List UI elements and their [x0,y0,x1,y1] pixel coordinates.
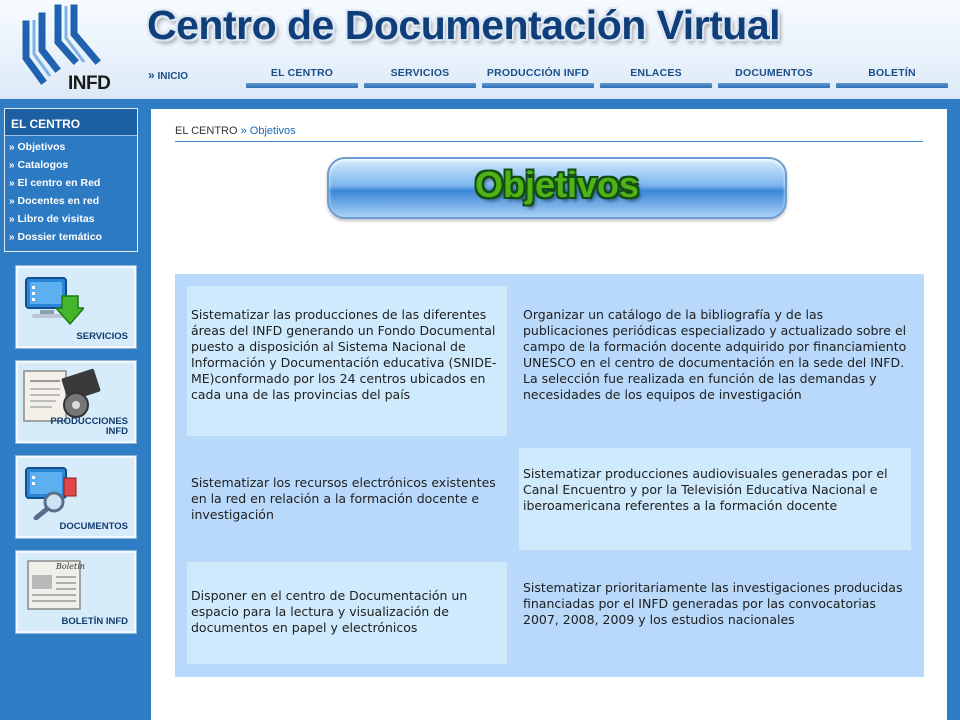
page-title-banner [327,157,787,219]
double-chevron-icon: » [9,160,15,171]
sidebar-item-libro-de-visitas[interactable] [5,210,137,228]
sidebar-item-label: El centro en Red [17,177,101,189]
double-chevron-icon: » [9,232,15,243]
nav-tab-label: BOLETÍN [868,67,916,79]
objective-text: Sistematizar producciones audiovisuales generadas por el Canal Encuentro y por la Televisión Educativa Nacional e iberoamericana referentes a la formación docente [523,466,888,513]
sidebar-item-centro-en-red[interactable] [5,174,137,192]
nav-inicio[interactable] [148,68,188,82]
site-title: Centro de Documentación Virtual [147,2,781,48]
producciones-label: PRODUCCIONES INFD [50,416,128,437]
document-film-icon [22,367,112,423]
objective-text: Sistematizar las producciones de las diferentes áreas del INFD generando un Fondo Documental puesto a disposición al Sistema Nacional de Información y Documentación educativa (SNIDE-ME)conformado por los 24 centros ubicados en cada una de las provincias del país [191,307,497,402]
double-chevron-icon: » [9,214,15,225]
nav-tab-label: PRODUCCIÓN INFD [486,67,590,79]
sidebar-item-label: Catalogos [17,159,69,171]
nav-tab-label: DOCUMENTOS [735,67,813,79]
sidebar-item-label: Libro de visitas [17,213,95,225]
breadcrumb-separator: » [240,125,247,137]
producciones-infd-button[interactable] [16,361,136,443]
sidebar-item-label: Dossier temático [17,231,103,243]
boletin-label: BOLETÍN INFD [61,616,128,627]
objective-cell [187,286,507,436]
breadcrumb-root[interactable]: EL CENTRO [175,125,238,137]
sidebar-item-docentes-en-red[interactable] [5,192,137,210]
servicios-button[interactable] [16,266,136,348]
sidebar-item-catalogos[interactable] [5,156,137,174]
sidebar-menu [4,108,138,252]
documentos-label: DOCUMENTOS [59,521,128,532]
page-title: Objetivos [474,164,640,205]
computer-download-icon [24,274,84,330]
sidebar-title: EL CENTRO [5,109,137,136]
objective-cell [519,448,911,550]
sidebar-item-label: Docentes en red [17,195,100,207]
breadcrumb-divider [175,141,923,142]
sidebar-item-objetivos[interactable] [5,138,137,156]
nav-tab-produccion-infd[interactable] [482,66,594,88]
nav-tab-label: ENLACES [630,67,682,79]
sidebar-item-dossier-tematico[interactable] [5,228,137,246]
computer-search-icon [24,464,84,520]
breadcrumb [175,125,296,137]
objective-cell [187,562,507,664]
double-chevron-icon: » [9,142,15,153]
documentos-button[interactable] [16,456,136,538]
objective-text: Organizar un catálogo de la bibliografía y de las publicaciones periódicas especializado y actualizado sobre el campo de la formación docente adquirido por financiamiento UNESCO en el centro de documentación en la sede del INFD. La selección fue realizada en función de las demandas y necesidades de los equipos de investigación [523,307,907,402]
nav-tab-label: EL CENTRO [270,67,334,79]
newspaper-icon [24,557,88,613]
nav-tab-enlaces[interactable] [600,66,712,88]
nav-tab-el-centro[interactable] [246,66,358,88]
logo-text: INFD [68,73,111,94]
nav-tab-label: SERVICIOS [390,67,450,79]
double-chevron-icon: » [9,178,15,189]
objective-text: Sistematizar los recursos electrónicos existentes en la red en relación a la formación docente e investigación [191,475,496,522]
double-chevron-icon: » [148,68,155,82]
objective-text: Sistematizar prioritariamente las investigaciones producidas financiadas por el INFD generadas por las convocatorias 2007, 2008, 2009 y los estudios nacionales [523,580,903,627]
nav-tab-documentos[interactable] [718,66,830,88]
main-content [151,109,947,720]
nav-tab-servicios[interactable] [364,66,476,88]
site-header [0,0,960,99]
nav-tab-boletin[interactable] [836,66,948,88]
sidebar-item-label: Objetivos [17,141,66,153]
boletin-banner-text: Boletín [56,562,85,571]
objective-cell [519,562,915,672]
objective-text: Disponer en el centro de Documentación un espacio para la lectura y visualización de documentos en papel y electrónicos [191,588,468,635]
objective-cell [519,286,915,436]
boletin-infd-button[interactable] [16,551,136,633]
double-chevron-icon: » [9,196,15,207]
nav-inicio-label: INICIO [157,71,189,82]
servicios-label: SERVICIOS [76,331,128,342]
objectives-grid [175,274,924,677]
breadcrumb-current: Objetivos [249,125,296,137]
objective-cell [187,446,513,556]
